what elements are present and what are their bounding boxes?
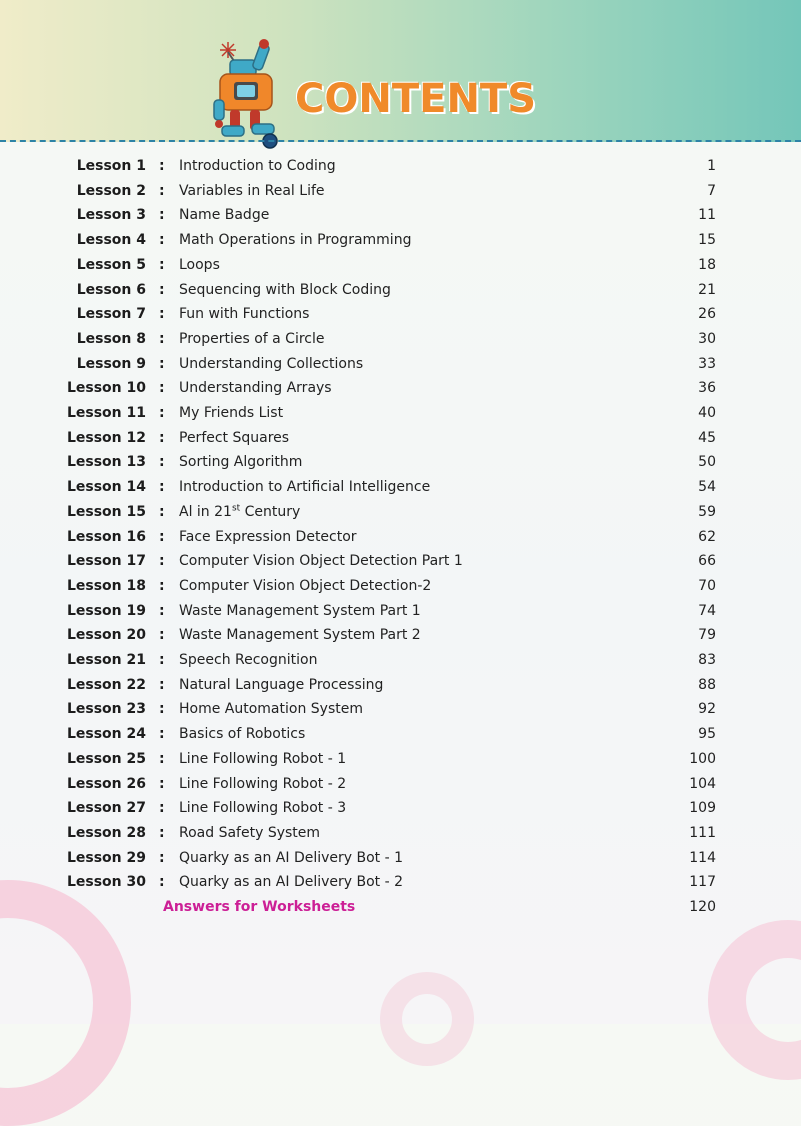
- lesson-title: [179, 648, 317, 672]
- lesson-title: [179, 278, 391, 302]
- lesson-title: [179, 154, 336, 178]
- lesson-label: Lesson 1: [76, 158, 146, 174]
- lesson-title-text: Introduction to Coding: [179, 158, 336, 174]
- lesson-title-text: Quarky as an AI Delivery Bot - 2: [179, 874, 404, 891]
- lesson-label: Lesson 24: [66, 726, 146, 743]
- lesson-label: Lesson 4: [76, 232, 146, 249]
- lesson-title-text: Natural Language Processing: [179, 676, 384, 693]
- page-number: 59: [698, 503, 716, 520]
- toc-row: [0, 574, 801, 598]
- lesson-title: [179, 772, 346, 796]
- page-number: 66: [698, 553, 716, 570]
- page-number: 100: [689, 750, 716, 767]
- lesson-title-suffix: Century: [240, 503, 301, 520]
- separator: :: [159, 256, 165, 273]
- separator: :: [159, 232, 165, 249]
- separator: :: [159, 849, 165, 866]
- separator: :: [159, 330, 165, 347]
- lesson-label: Lesson 8: [76, 330, 146, 347]
- toc-row: [0, 154, 801, 178]
- lesson-label: Lesson 17: [66, 553, 146, 570]
- lesson-title: [179, 870, 403, 894]
- lesson-label: Lesson 14: [66, 479, 146, 496]
- lesson-title-text: Perfect Squares: [179, 429, 290, 446]
- lesson-title-text: Home Automation System: [179, 701, 363, 718]
- lesson-label: Lesson 30: [66, 874, 146, 891]
- page-number: 18: [698, 256, 716, 273]
- lesson-title: [179, 846, 403, 870]
- page-number: 92: [698, 701, 716, 718]
- page-title: CONTENTS: [295, 76, 537, 122]
- toc-row: [0, 599, 801, 623]
- separator: :: [159, 380, 165, 397]
- lesson-label: Lesson 15: [66, 503, 146, 520]
- answers-label: Answers for Worksheets: [163, 899, 356, 915]
- lesson-title-text: Math Operations in Programming: [179, 232, 412, 249]
- lesson-title: [179, 302, 309, 326]
- lesson-title-text: Speech Recognition: [179, 652, 318, 668]
- lesson-label: Lesson 11: [66, 405, 146, 421]
- lesson-title: [179, 599, 421, 623]
- page-number: 36: [698, 380, 716, 397]
- toc-row: [0, 648, 801, 672]
- lesson-label: Lesson 6: [76, 281, 146, 298]
- toc-row: [0, 697, 801, 721]
- robot-icon: [212, 38, 284, 150]
- separator: :: [159, 281, 165, 298]
- toc-row: [0, 500, 801, 524]
- lesson-title-text: My Friends List: [179, 405, 284, 421]
- separator: :: [159, 602, 165, 619]
- lesson-label: Lesson 22: [66, 676, 146, 693]
- lesson-title-text: Quarky as an AI Delivery Bot - 1: [179, 849, 404, 866]
- lesson-label: Lesson 12: [66, 429, 146, 446]
- toc-row: [0, 376, 801, 400]
- lesson-title-text: Sorting Algorithm: [179, 454, 303, 471]
- separator: :: [159, 429, 165, 446]
- separator: :: [159, 306, 165, 323]
- lesson-title-text: Al in 21: [179, 503, 232, 520]
- lesson-label: Lesson 20: [66, 627, 146, 644]
- dashed-divider: [0, 140, 801, 142]
- separator: :: [159, 627, 165, 644]
- separator: :: [159, 158, 165, 174]
- lesson-label: Lesson 3: [76, 207, 146, 224]
- lesson-title-text: Basics of Robotics: [179, 726, 306, 743]
- separator: :: [159, 652, 165, 668]
- page-number: 15: [698, 232, 716, 249]
- toc-row: [0, 327, 801, 351]
- page-number: 62: [698, 528, 716, 545]
- separator: :: [159, 824, 165, 841]
- lesson-title-text: Properties of a Circle: [179, 330, 325, 347]
- lesson-title: [179, 574, 431, 598]
- separator: :: [159, 528, 165, 545]
- separator: :: [159, 503, 165, 520]
- separator: :: [159, 355, 165, 372]
- separator: :: [159, 750, 165, 767]
- lesson-title-text: Fun with Functions: [179, 306, 310, 323]
- toc-row: [0, 673, 801, 697]
- lesson-title-text: Variables in Real Life: [179, 182, 325, 199]
- page-number: 83: [698, 652, 716, 668]
- toc-row: [0, 870, 801, 894]
- separator: :: [159, 454, 165, 471]
- lesson-title-text: Name Badge: [179, 207, 270, 224]
- page-number: 109: [689, 800, 716, 817]
- page-number: 54: [698, 479, 716, 496]
- toc-row: [0, 179, 801, 203]
- page-number: 11: [698, 207, 716, 224]
- toc-row: [0, 821, 801, 845]
- lesson-title: [179, 525, 357, 549]
- toc-row: [0, 228, 801, 252]
- lesson-title-text: Sequencing with Block Coding: [179, 281, 391, 298]
- separator: :: [159, 577, 165, 594]
- page-number: 7: [707, 182, 716, 199]
- toc-row: [0, 796, 801, 820]
- page-number: 79: [698, 627, 716, 644]
- separator: :: [159, 775, 165, 792]
- toc-row-answers: [0, 895, 801, 919]
- lesson-title: [179, 623, 421, 647]
- page-number: 40: [698, 405, 716, 421]
- lesson-title: [179, 697, 363, 721]
- lesson-label: Lesson 13: [66, 454, 146, 471]
- lesson-label: Lesson 7: [76, 306, 146, 323]
- lesson-title-text: Computer Vision Object Detection Part 1: [179, 553, 463, 570]
- lesson-title-text: Waste Management System Part 2: [179, 627, 421, 644]
- toc-row: [0, 623, 801, 647]
- lesson-title-text: Face Expression Detector: [179, 528, 357, 545]
- lesson-label: Lesson 25: [66, 750, 146, 767]
- toc-row: [0, 278, 801, 302]
- lesson-title: [179, 203, 269, 227]
- toc-row: [0, 747, 801, 771]
- toc-row: [0, 253, 801, 277]
- page-number: 120: [689, 899, 716, 915]
- lesson-title: [179, 796, 346, 820]
- lesson-title-text: Road Safety System: [179, 824, 321, 841]
- decorative-circle-center: [380, 972, 474, 1066]
- lesson-title: [179, 475, 430, 499]
- lesson-title: [179, 327, 325, 351]
- lesson-title-text: Computer Vision Object Detection-2: [179, 577, 432, 594]
- toc-row: [0, 450, 801, 474]
- lesson-title: [179, 673, 383, 697]
- separator: :: [159, 676, 165, 693]
- lesson-title-text: Understanding Arrays: [179, 380, 332, 397]
- lesson-title: [179, 376, 332, 400]
- page-number: 88: [698, 676, 716, 693]
- lesson-title: [179, 228, 411, 252]
- toc-row: [0, 352, 801, 376]
- toc-row: [0, 401, 801, 425]
- lesson-title: [179, 500, 300, 524]
- lesson-label: Lesson 27: [66, 800, 146, 817]
- lesson-label: Lesson 21: [66, 652, 146, 668]
- page-number: 33: [698, 355, 716, 372]
- page-number: 30: [698, 330, 716, 347]
- lesson-label: Lesson 28: [66, 824, 146, 841]
- separator: :: [159, 874, 165, 891]
- lesson-title-text: Line Following Robot - 2: [179, 775, 347, 792]
- page-number: 114: [689, 849, 716, 866]
- page-number: 104: [689, 775, 716, 792]
- page-number: 26: [698, 306, 716, 323]
- separator: :: [159, 800, 165, 817]
- toc-row: [0, 475, 801, 499]
- page-number: 74: [698, 602, 716, 619]
- separator: :: [159, 207, 165, 224]
- lesson-title-text: Line Following Robot - 1: [179, 750, 347, 767]
- lesson-title-text: Introduction to Artificial Intelligence: [179, 479, 431, 496]
- toc-row: [0, 846, 801, 870]
- page-number: 111: [689, 824, 716, 841]
- lesson-label: Lesson 16: [66, 528, 146, 545]
- lesson-title: [179, 722, 305, 746]
- lesson-title: [179, 549, 463, 573]
- separator: :: [159, 726, 165, 743]
- lesson-label: Lesson 2: [76, 182, 146, 199]
- lesson-title: [179, 179, 325, 203]
- toc-row: [0, 302, 801, 326]
- toc-row: [0, 525, 801, 549]
- lesson-title: [179, 747, 346, 771]
- page-number: 117: [689, 874, 716, 891]
- lesson-label: Lesson 9: [76, 355, 146, 372]
- toc-row: [0, 549, 801, 573]
- lesson-label: Lesson 19: [66, 602, 146, 619]
- lesson-title: [179, 821, 320, 845]
- separator: :: [159, 182, 165, 199]
- toc-row: [0, 722, 801, 746]
- lesson-label: Lesson 5: [76, 256, 146, 273]
- lesson-label: Lesson 26: [66, 775, 146, 792]
- page-number: 95: [698, 726, 716, 743]
- page-number: 45: [698, 429, 716, 446]
- separator: :: [159, 553, 165, 570]
- lesson-title-superscript: st: [231, 503, 241, 514]
- page-number: 50: [698, 454, 716, 471]
- separator: :: [159, 479, 165, 496]
- separator: :: [159, 405, 165, 421]
- decorative-circle-right: [708, 920, 801, 1080]
- lesson-label: Lesson 23: [66, 701, 146, 718]
- page-number: 70: [698, 577, 716, 594]
- lesson-title-text: Loops: [179, 256, 220, 273]
- page-number: 1: [707, 158, 716, 174]
- toc-row: [0, 203, 801, 227]
- lesson-title-text: Waste Management System Part 1: [179, 602, 421, 619]
- toc-row: [0, 772, 801, 796]
- lesson-title: [179, 426, 289, 450]
- toc-row: [0, 426, 801, 450]
- lesson-title: [179, 450, 302, 474]
- lesson-label: Lesson 10: [66, 380, 146, 397]
- lesson-label: Lesson 18: [66, 577, 146, 594]
- page-number: 21: [698, 281, 716, 298]
- separator: :: [159, 701, 165, 718]
- lesson-title: [179, 253, 220, 277]
- lesson-title: [179, 401, 283, 425]
- lesson-title-text: Line Following Robot - 3: [179, 800, 347, 817]
- lesson-label: Lesson 29: [66, 849, 146, 866]
- lesson-title: [179, 352, 363, 376]
- lesson-title-text: Understanding Collections: [179, 355, 364, 372]
